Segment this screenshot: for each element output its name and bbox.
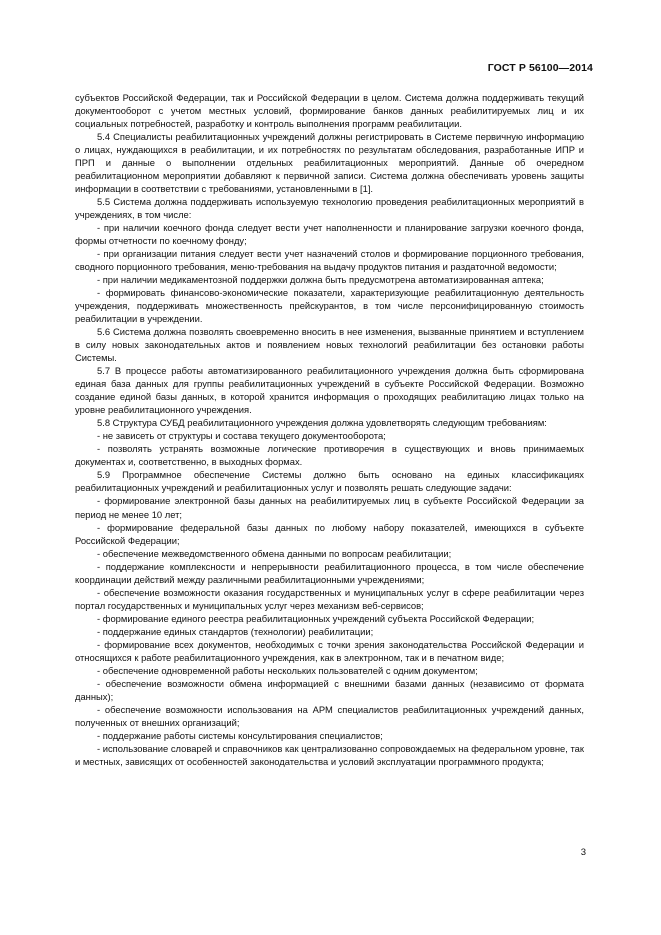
paragraph: 5.8 Структура СУБД реабилитационного учреждения должна удовлетворять следующим требованиям: <box>97 417 547 429</box>
list-item: - использование словарей и справочников как централизованно сопровождаемых на федеральном уровне, так и местных, зависящих от особенностей законодательства и условий эксплуатации программного продукта; <box>75 742 584 767</box>
list-item: - формирование электронной базы данных на реабилитируемых лиц в субъекте Российской Федерации за период не менее 10 лет; <box>75 495 584 520</box>
paragraph: 5.9 Программное обеспечение Системы должно быть основано на единых классификациях реабилитационных учреждений и реабилитационных услуг и позволять решать следующие задачи: <box>75 469 584 494</box>
list-item: - обеспечение одновременной работы нескольких пользователей с одним документом; <box>97 664 478 676</box>
paragraph: 5.4 Специалисты реабилитационных учреждений должны регистрировать в Системе первичную информацию о лицах, нуждающихся в реабилитации, и их потребностях по результатам обследования, разработанные ИПР и ПРП и данные о выполнении отдельных реабилитационных мероприятий. Данные об очередном реабилитационном мероприятии добавляют к первичной записи. Система должна обеспечивать уровень защиты информации в соответствии с требованиями, установленными в [1]. <box>75 131 584 195</box>
page-number: 3 <box>580 847 586 858</box>
list-item: - не зависеть от структуры и состава текущего документооборота; <box>97 430 386 442</box>
list-item: - обеспечение возможности обмена информацией с внешними базами данных (независимо от формата данных); <box>75 677 584 702</box>
list-item: - позволять устранять возможные логические противоречия в существующих и вновь принимаемых документах и, соответственно, в выходных формах. <box>75 443 584 468</box>
list-item: - при наличии коечного фонда следует вести учет наполненности и планирование загрузки коечного фонда, формы отчетности по коечному фонду; <box>75 222 584 247</box>
list-item: - при наличии медикаментозной поддержки должна быть предусмотрена автоматизированная аптека; <box>97 274 544 286</box>
list-item: - формирование всех документов, необходимых с точки зрения законодательства Российской Федерации и относящихся к работе реабилитационного учреждения, как в электронном, так и в печатном виде; <box>75 638 584 663</box>
list-item: - формирование федеральной базы данных по любому набору показателей, имеющихся в субъекте Российской Федерации; <box>75 521 584 546</box>
paragraph: субъектов Российской Федерации, так и Российской Федерации в целом. Система должна поддерживать текущий документооборот с учетом местных условий, формирование банков данных реабилитируемых лиц и их социальных потребностей, разработку и контроль выполнения программ реабилитации. <box>75 92 584 130</box>
list-item: - обеспечение межведомственного обмена данными по вопросам реабилитации; <box>97 547 452 559</box>
list-item: - поддержание комплексности и непрерывности реабилитационного процесса, в том числе обеспечение координации действий между различными реабилитационными учреждениями; <box>75 560 584 585</box>
paragraph: 5.7 В процессе работы автоматизированного реабилитационного учреждения должна быть сформирована единая база данных для группы реабилитационных учреждений в субъекте Российской Федерации. Возможно создание единой базы данных, в которой хранится информация о проходящих реабилитацию лицах только на уровне реабилитационного учреждения. <box>75 365 584 416</box>
standard-header: ГОСТ Р 56100—2014 <box>487 62 593 74</box>
list-item: - формирование единого реестра реабилитационных учреждений субъекта Российской Федерации; <box>97 612 535 624</box>
list-item: - обеспечение возможности оказания государственных и муниципальных услуг в сфере реабилитации через портал государственных и муниципальных услуг через механизм веб-сервисов; <box>75 586 584 611</box>
list-item: - поддержание работы системы консультирования специалистов; <box>97 729 383 741</box>
list-item: - при организации питания следует вести учет назначений столов и формирование порционного требования, сводного порционного требования, меню-требования на выдачу продуктов питания и раздаточной ведомости; <box>75 248 584 273</box>
list-item: - поддержание единых стандартов (технологии) реабилитации; <box>97 625 374 637</box>
paragraph: 5.5 Система должна поддерживать используемую технологию проведения реабилитационных мероприятий в учреждениях, в том числе: <box>75 196 584 221</box>
list-item: - формировать финансово-экономические показатели, характеризующие реабилитационную деятельность учреждения, поддерживать множественность прейскурантов, в том числе персонифицированную стоимость реабилитации в учреждении. <box>75 287 584 325</box>
paragraph: 5.6 Система должна позволять своевременно вносить в нее изменения, вызванные принятием и вступлением в силу новых законодательных актов и появлением новых технологий реабилитации без остановки работы Системы. <box>75 326 584 364</box>
list-item: - обеспечение возможности использования на АРМ специалистов реабилитационных учреждений данных, полученных от внешних организаций; <box>75 703 584 728</box>
document-body <box>75 91 584 768</box>
